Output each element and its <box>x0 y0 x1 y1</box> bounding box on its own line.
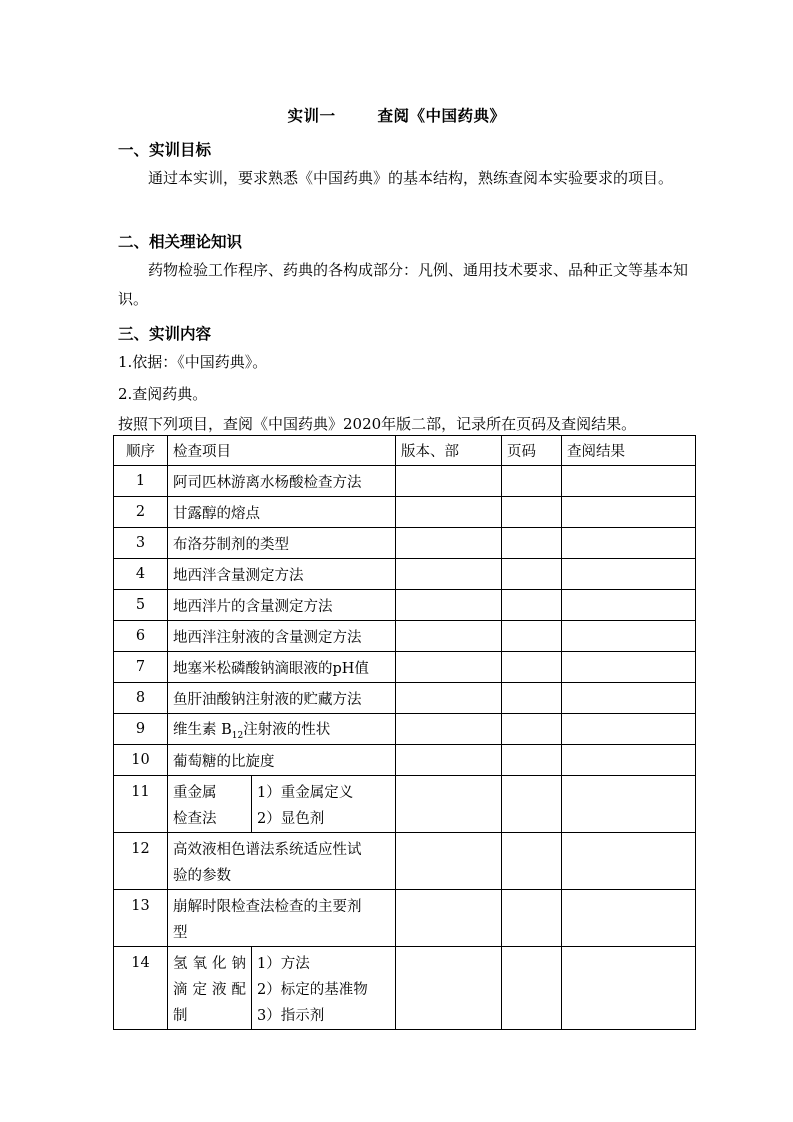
cell-result[interactable] <box>562 466 696 497</box>
cell-result[interactable] <box>562 890 696 947</box>
header-item: 检查项目 <box>168 436 396 466</box>
row-item: 甘露醇的熔点 <box>168 497 396 528</box>
table-row <box>114 590 696 621</box>
table-row <box>114 528 696 559</box>
cell-page[interactable] <box>502 621 562 652</box>
cell-edition[interactable] <box>396 621 502 652</box>
check-table <box>113 435 696 1030</box>
table-row <box>114 683 696 714</box>
cell-page[interactable] <box>502 590 562 621</box>
row11-subitems <box>252 776 396 833</box>
item-line: 验的参数 <box>173 868 231 884</box>
row11-label <box>168 776 252 833</box>
table-row-hplc <box>114 833 696 890</box>
label-line: 重金属 <box>173 785 217 801</box>
cell-page[interactable] <box>502 528 562 559</box>
row-no: 12 <box>114 833 168 890</box>
cell-page[interactable] <box>502 714 562 745</box>
row-no: 11 <box>114 776 168 833</box>
row-item: 地西泮注射液的含量测定方法 <box>168 621 396 652</box>
cell-edition[interactable] <box>396 890 502 947</box>
cell-page[interactable] <box>502 466 562 497</box>
row-item: 鱼肝油酸钠注射液的贮藏方法 <box>168 683 396 714</box>
cell-edition[interactable] <box>396 776 502 833</box>
subitem: 3）指示剂 <box>257 1008 325 1024</box>
row-no: 8 <box>114 683 168 714</box>
subitem: 1）方法 <box>257 956 310 972</box>
item-pre: 维生素 B <box>173 721 232 738</box>
subitem: 2）显色剂 <box>257 811 325 827</box>
cell-edition[interactable] <box>396 833 502 890</box>
row-item: 地西泮含量测定方法 <box>168 559 396 590</box>
section3-heading: 三、实训内容 <box>118 325 212 343</box>
cell-edition[interactable] <box>396 947 502 1030</box>
cell-result[interactable] <box>562 776 696 833</box>
cell-result[interactable] <box>562 714 696 745</box>
row-item: 地塞米松磷酸钠滴眼液的pH值 <box>168 652 396 683</box>
cell-result[interactable] <box>562 590 696 621</box>
row-no: 1 <box>114 466 168 497</box>
cell-result[interactable] <box>562 947 696 1030</box>
cell-edition[interactable] <box>396 745 502 776</box>
section3-line2: 2.查阅药典。 <box>118 385 208 403</box>
cell-page[interactable] <box>502 745 562 776</box>
table-row <box>114 621 696 652</box>
row-no: 3 <box>114 528 168 559</box>
item-line: 型 <box>173 925 188 941</box>
item-sub: 12 <box>231 730 244 741</box>
cell-page[interactable] <box>502 833 562 890</box>
cell-page[interactable] <box>502 652 562 683</box>
section1-body: 通过本实训，要求熟悉《中国药典》的基本结构，熟练查阅本实验要求的项目。 <box>148 169 674 187</box>
label-line: 氢氧化钠 <box>173 956 246 972</box>
section2-heading: 二、相关理论知识 <box>118 233 243 251</box>
header-page: 页码 <box>502 436 562 466</box>
row-no: 10 <box>114 745 168 776</box>
header-edition: 版本、部 <box>396 436 502 466</box>
cell-edition[interactable] <box>396 714 502 745</box>
section3-line3: 按照下列项目，查阅《中国药典》2020年版二部，记录所在页码及查阅结果。 <box>118 415 637 433</box>
page-title <box>0 104 793 126</box>
row-no: 13 <box>114 890 168 947</box>
row-no: 9 <box>114 714 168 745</box>
cell-edition[interactable] <box>396 528 502 559</box>
row13-item <box>168 890 396 947</box>
cell-edition[interactable] <box>396 466 502 497</box>
table-row <box>114 497 696 528</box>
cell-edition[interactable] <box>396 497 502 528</box>
cell-page[interactable] <box>502 559 562 590</box>
cell-edition[interactable] <box>396 590 502 621</box>
cell-result[interactable] <box>562 652 696 683</box>
cell-result[interactable] <box>562 683 696 714</box>
item-line: 高效液相色谱法系统适应性试 <box>173 842 362 858</box>
row-no: 14 <box>114 947 168 1030</box>
row-no: 6 <box>114 621 168 652</box>
cell-result[interactable] <box>562 621 696 652</box>
title-left: 实训一 <box>287 107 336 125</box>
row12-item <box>168 833 396 890</box>
cell-edition[interactable] <box>396 559 502 590</box>
header-result: 查阅结果 <box>562 436 696 466</box>
section3-line1: 1.依据：《中国药典》。 <box>118 353 268 371</box>
item-line: 崩解时限检查法检查的主要剂 <box>173 899 362 915</box>
cell-edition[interactable] <box>396 683 502 714</box>
cell-result[interactable] <box>562 497 696 528</box>
header-no: 顺序 <box>114 436 168 466</box>
row-no: 4 <box>114 559 168 590</box>
cell-result[interactable] <box>562 833 696 890</box>
row-no: 7 <box>114 652 168 683</box>
row-no: 2 <box>114 497 168 528</box>
row-item <box>168 714 396 745</box>
table-row-heavy-metal <box>114 776 696 833</box>
label-line: 制 <box>173 1008 188 1024</box>
table-row-disintegration <box>114 890 696 947</box>
cell-page[interactable] <box>502 776 562 833</box>
section2-body: 药物检验工作程序、药典的各构成部分：凡例、通用技术要求、品种正文等基本知识。 <box>118 261 689 308</box>
label-line: 检查法 <box>173 811 217 827</box>
cell-page[interactable] <box>502 497 562 528</box>
subitem: 2）标定的基准物 <box>257 982 368 998</box>
row-item: 葡萄糖的比旋度 <box>168 745 396 776</box>
row14-label <box>168 947 252 1030</box>
row14-subitems <box>252 947 396 1030</box>
cell-edition[interactable] <box>396 652 502 683</box>
cell-page[interactable] <box>502 683 562 714</box>
cell-page[interactable] <box>502 890 562 947</box>
cell-page[interactable] <box>502 947 562 1030</box>
row-item: 布洛芬制剂的类型 <box>168 528 396 559</box>
label-line: 滴定液配 <box>173 982 246 998</box>
cell-result[interactable] <box>562 559 696 590</box>
section1-heading: 一、实训目标 <box>118 141 212 159</box>
table-row <box>114 559 696 590</box>
table-row <box>114 466 696 497</box>
row-no: 5 <box>114 590 168 621</box>
table-row-naoh <box>114 947 696 1030</box>
title-right: 查阅《中国药典》 <box>377 107 506 125</box>
table-row <box>114 745 696 776</box>
item-post: 注射液的性状 <box>243 721 331 738</box>
subitem: 1）重金属定义 <box>257 785 354 801</box>
row-item: 阿司匹林游离水杨酸检查方法 <box>168 466 396 497</box>
table-header-row <box>114 436 696 466</box>
table-row <box>114 714 696 745</box>
table-row <box>114 652 696 683</box>
cell-result[interactable] <box>562 528 696 559</box>
cell-result[interactable] <box>562 745 696 776</box>
row-item: 地西泮片的含量测定方法 <box>168 590 396 621</box>
